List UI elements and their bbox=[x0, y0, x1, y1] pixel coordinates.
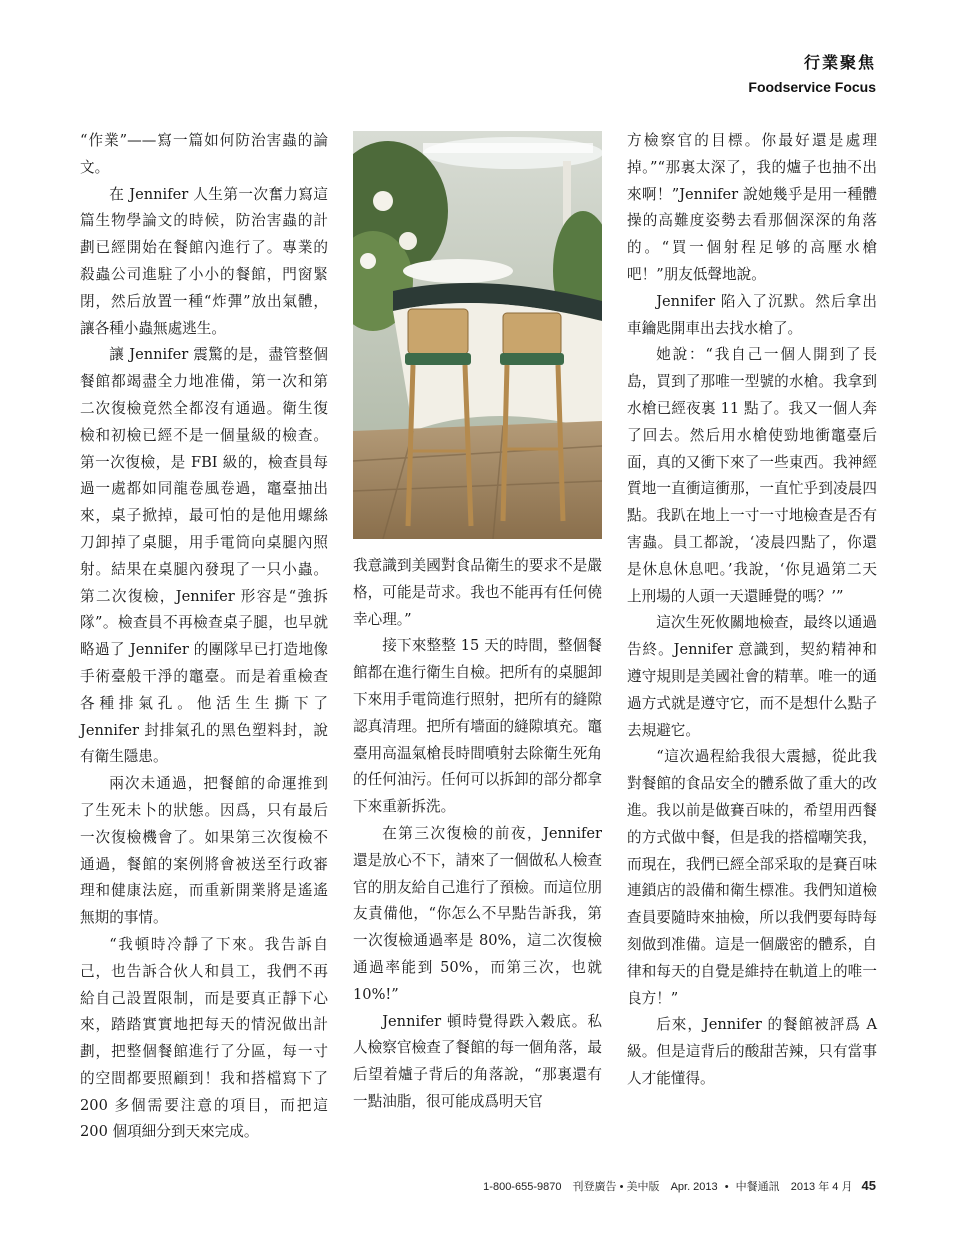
section-title-en: Foodservice Focus bbox=[748, 79, 876, 95]
paragraph: 讓 Jennifer 震驚的是，盡管整個餐館都竭盡全力地准備，第一次和第二次復檢竟然全都沒有通過。衛生復檢和初檢已經不是一個量級的檢查。第一次復檢，是 FBI 級的，檢查員每過一處都如同龍卷風卷過，竈臺抽出來，桌子掀掉，最可怕的是他用螺絲刀卸掉了桌腿，用手電筒向桌腿內照射。結果在桌腿內發現了一只小蟲。第二次復檢，Jennifer 形容是“強拆隊”。檢查員不再檢查桌子腿，也早就略過了 Jennifer 的團隊早已打造地像手術臺般干淨的竈臺。而是着重檢查各種排氣孔。他活生生撕下了 Jennifer 封排氣孔的黑色塑料封，說有衛生隱患。 bbox=[80, 346, 328, 766]
section-header bbox=[748, 50, 876, 95]
paragraph: “作業”——寫一篇如何防治害蟲的論文。 bbox=[80, 132, 328, 176]
article-column-1 bbox=[80, 128, 328, 1146]
paragraph: Jennifer 陷入了沉默。然后拿出車鑰匙開車出去找水槍了。 bbox=[627, 292, 877, 337]
footer-ad-label: 刊登廣告 • 美中版 bbox=[572, 1181, 660, 1193]
page-number: 45 bbox=[861, 1178, 876, 1193]
paragraph: “我頓時冷靜了下來。我告訴自己，也告訴合伙人和員工，我們不再給自己設置限制，而是要真正靜下心來，踏踏實實地把每天的情況做出計劃，把整個餐館進行了分區，每一寸的空間都要照顧到！我和搭檔寫下了 200 多個需要注意的項目，而把這 200 個項細分到天來完成。 bbox=[80, 935, 328, 1141]
paragraph: Jennifer 頓時覺得跌入穀底。私人檢察官檢查了餐館的每一個角落，最后望着爐子背后的角落說，“那裏還有一點油脂，很可能成爲明天官 bbox=[353, 1012, 602, 1110]
footer-phone: 1-800-655-9870 bbox=[483, 1181, 562, 1193]
footer-date-en: Apr. 2013 bbox=[670, 1181, 718, 1193]
paragraph: 在 Jennifer 人生第一次奮力寫這篇生物學論文的時候，防治害蟲的計劃已經開始在餐館內進行了。專業的殺蟲公司進駐了小小的餐館，門窗緊閉，然后放置一種“炸彈”放出氣體，讓各種小蟲無處逃生。 bbox=[80, 185, 328, 337]
paragraph: 在第三次復檢的前夜，Jennifer 還是放心不下，請來了一個做私人檢查官的朋友給自己進行了預檢。而這位朋友責備他，“你怎么不早點告訴我，第一次復檢通過率是 80%，這二次復檢通過率能到 50%，而第三次，也就 10%!” bbox=[353, 824, 602, 1003]
footer-magazine: 中餐通訊 bbox=[735, 1181, 780, 1193]
paragraph: 兩次未通過，把餐館的命運推到了生死未卜的狀態。因爲，只有最后一次復檢機會了。如果第三次復檢不通過，餐館的案例將會被送至行政審理和健康法庭，而重新開業將是遙遙無期的事情。 bbox=[80, 775, 328, 927]
section-title-zh: 行業聚焦 bbox=[803, 53, 876, 72]
article-column-2 bbox=[353, 553, 602, 1116]
paragraph: 她說：“我自己一個人開到了長島，買到了那唯一型號的水槍。我拿到水槍已經夜裏 11 點了。我又一個人奔了回去。然后用水槍使勁地衝竈臺后面，真的又衝下來了一些東西。我神經質地一直衝這衝那，一直忙乎到凌晨四點。我趴在地上一寸一寸地檢查是否有害蟲。員工都說，‘凌晨四點了，你還是休息休息吧。’我說，‘你見過第二天上刑場的人頭一天還睡覺的嗎？’” bbox=[627, 346, 877, 605]
article-column-3 bbox=[627, 128, 877, 1093]
paragraph: 方檢察官的目標。你最好還是處理掉。”“那裏太深了，我的爐子也抽不出來啊！”Jennifer 說她幾乎是用一種體操的高難度姿勢去看那個深深的角落的。“買一個射程足够的高壓水槍吧！”朋友低聲地說。 bbox=[627, 132, 877, 283]
paragraph: “這次過程給我很大震撼，從此我對餐館的食品安全的體系做了重大的改進。我以前是做賽百味的，希望用西餐的方式做中餐，但是我的搭檔嘲笑我，而現在，我們已經全部采取的是賽百味連鎖店的設備和衛生標准。我們知道檢查員要隨時來抽檢，所以我們要每時每刻做到准備。這是一個嚴密的體系，自律和每天的自覺是維持在軌道上的唯一良方！” bbox=[627, 748, 877, 1007]
paragraph: 后來，Jennifer 的餐館被評爲 A 級。但是這背后的酸甜苦辣，只有當事人才能懂得。 bbox=[627, 1016, 877, 1087]
page-footer: 1-800-655-9870 刊登廣告 • 美中版 Apr. 2013 • 中餐通訊 2013 年 4 月 45 bbox=[483, 1178, 876, 1193]
paragraph: 這次生死攸關地檢查，最终以通過告終。Jennifer 意識到，契約精神和遵守規則是美國社會的精華。唯一的通過方式就是遵守它，而不是想什么點子去規避它。 bbox=[627, 614, 877, 739]
paragraph: 我意識到美國對食品衛生的要求不是嚴格，可能是苛求。我也不能再有任何僥幸心理。” bbox=[353, 557, 602, 628]
restaurant-bar-photo bbox=[353, 131, 602, 539]
paragraph: 接下來整整 15 天的時間，整個餐館都在進行衛生自檢。把所有的桌腿卸下來用手電筒進行照射，把所有的縫隙認真清理。把所有墻面的縫隙填充。竈臺用高温氣槍長時間噴射去除衛生死角的任何油污。任何可以拆卸的部分都拿下來重新拆洗。 bbox=[353, 637, 602, 816]
footer-date-zh: 2013 年 4 月 bbox=[790, 1181, 853, 1193]
